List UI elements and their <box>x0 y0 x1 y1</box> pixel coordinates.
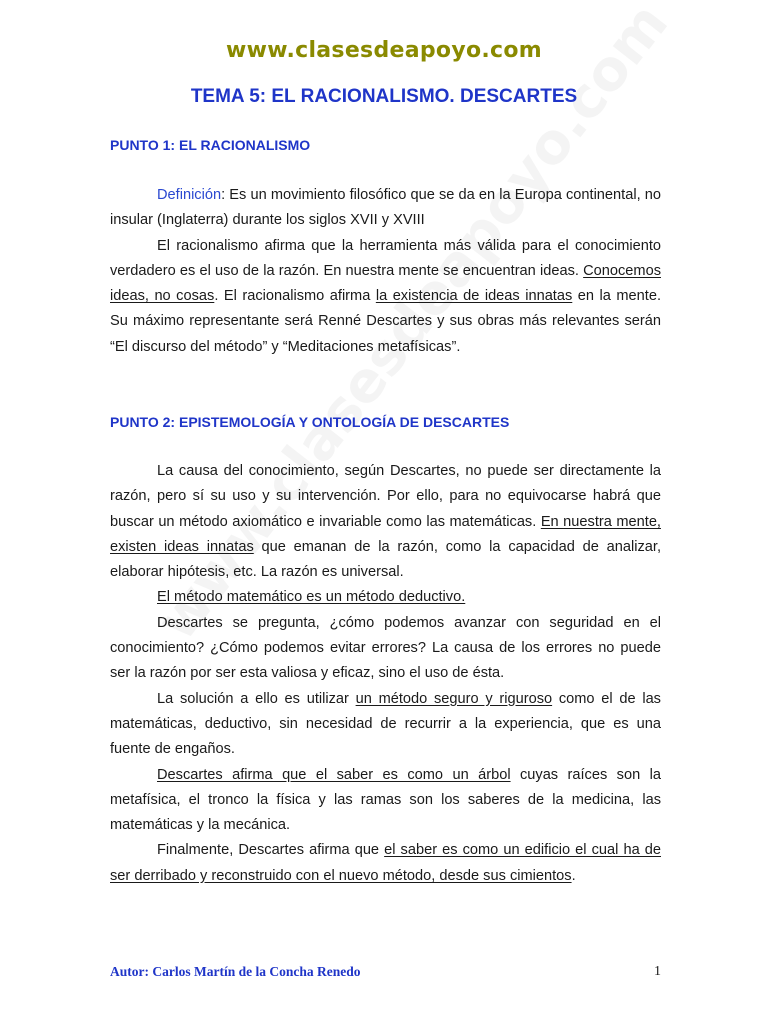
section-2-body <box>110 459 661 889</box>
section-1-body <box>110 183 661 360</box>
page-title: TEMA 5: EL RACIONALISMO. DESCARTES <box>190 86 578 107</box>
page-number: 1 <box>654 964 661 979</box>
underlined-phrase: Descartes afirma que el saber es como un árbol <box>157 766 511 783</box>
underlined-phrase: un método seguro y riguroso <box>355 690 553 707</box>
paragraph <box>110 585 661 610</box>
paragraph: La solución a ello es utilizar un método seguro y riguroso como el de las matemáticas, deductivo, sin necesidad de recurrir a la experiencia, que es una fuente de engaños. <box>110 690 661 758</box>
underlined-phrase: Conocemos ideas, no cosas <box>110 262 661 305</box>
paragraph: Descartes afirma que el saber es como un árbol cuyas raíces son la metafísica, el tronco la física y las ramas son los saberes de la medicina, las matemáticas y la mecánica. <box>110 766 661 834</box>
underlined-phrase: el saber es como un edificio el cual ha de ser derribado y reconstruido con el nuevo método, desde sus cimientos <box>110 842 661 884</box>
paragraph: Descartes se pregunta, ¿cómo podemos avanzar con seguridad en el conocimiento? ¿Cómo podemos evitar errores? La causa de los errores no puede ser la razón por ser esta valiosa y eficaz, sino el uso de ésta. <box>110 614 661 682</box>
paragraph-racionalismo: El racionalismo afirma que la herramienta más válida para el conocimiento verdadero es el uso de la razón. En nuestra mente se encuentran ideas. Conocemos ideas, no cosas. El racionalismo afirma la existencia de ideas innatas en la mente. Su máximo representante será Renné Descartes y sus obras más relevantes serán “El discurso del método” y “Meditaciones metafísicas”. <box>110 237 661 355</box>
footer-author: Autor: Carlos Martín de la Concha Renedo <box>110 964 361 979</box>
underlined-phrase: la existencia de ideas innatas <box>375 288 573 305</box>
paragraph-definition: Definición: Es un movimiento filosófico que se da en la Europa continental, no insular (Inglaterra) durante los siglos XVII y XVIII <box>110 187 661 229</box>
site-url: www.clasesdeapoyo.com <box>225 38 543 63</box>
paragraph: La causa del conocimiento, según Descartes, no puede ser directamente la razón, pero sí su uso y su intervención. Por ello, para no equivocarse habrá que buscar un método axiomático e invariable como las matemáticas. En nuestra mente, existen ideas innatas que emanan de la razón, como la capacidad de analizar, elaborar hipótesis, etc. La razón es universal. <box>110 463 662 581</box>
paragraph: Finalmente, Descartes afirma que el saber es como un edificio el cual ha de ser derribado y reconstruido con el nuevo método, desde sus cimientos. <box>110 842 661 884</box>
definition-label: Definición <box>157 187 222 203</box>
underlined-phrase: El método matemático es un método deductivo. <box>157 589 466 606</box>
underlined-phrase: En nuestra mente, existen ideas innatas <box>110 513 661 555</box>
section-heading-2: PUNTO 2: EPISTEMOLOGÍA Y ONTOLOGÍA DE DESCARTES <box>110 414 510 430</box>
section-heading-1: PUNTO 1: EL RACIONALISMO <box>110 137 311 153</box>
